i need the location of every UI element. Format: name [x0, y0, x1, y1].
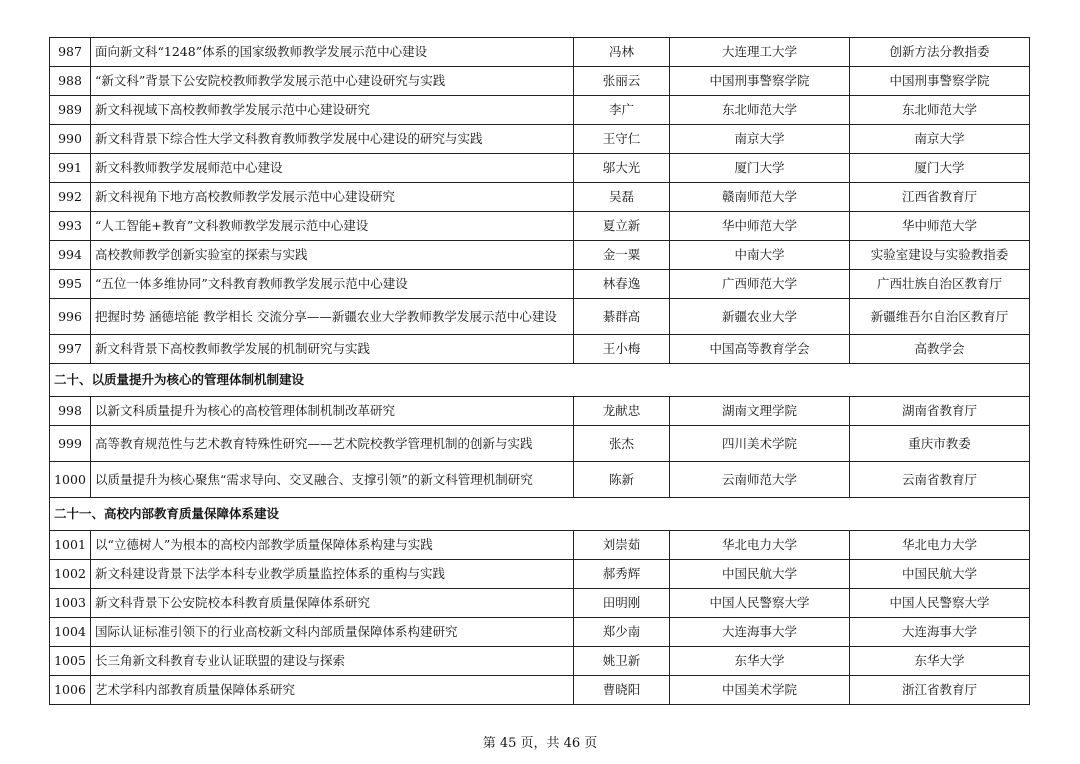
page-footer: 第 45 页，共 46 页 [482, 736, 598, 751]
project-leader: 王小梅 [574, 335, 670, 364]
recommending-unit: 广西壮族自治区教育厅 [850, 270, 1030, 299]
host-institution: 厦门大学 [670, 154, 850, 183]
host-institution: 大连理工大学 [670, 38, 850, 67]
project-title: 把握时势 涵德培能 教学相长 交流分享——新疆农业大学教师教学发展示范中心建设 [91, 299, 574, 335]
host-institution: 广西师范大学 [670, 270, 850, 299]
project-number: 994 [50, 241, 91, 270]
host-institution: 中国美术学院 [670, 676, 850, 705]
table-row [50, 212, 1030, 241]
recommending-unit: 湖南省教育厅 [850, 397, 1030, 426]
recommending-unit: 实验室建设与实验教指委 [850, 241, 1030, 270]
project-leader: 冯林 [574, 38, 670, 67]
recommending-unit: 华中师范大学 [850, 212, 1030, 241]
project-title: 新文科视角下地方高校教师教学发展示范中心建设研究 [91, 183, 574, 212]
table-row [50, 618, 1030, 647]
table-row [50, 676, 1030, 705]
project-leader: 张杰 [574, 426, 670, 462]
project-leader: 郑少南 [574, 618, 670, 647]
recommending-unit: 创新方法分教指委 [850, 38, 1030, 67]
project-title: 新文科背景下高校教师教学发展的机制研究与实践 [91, 335, 574, 364]
project-number: 999 [50, 426, 91, 462]
host-institution: 赣南师范大学 [670, 183, 850, 212]
project-table-body [50, 38, 1030, 705]
table-row [50, 462, 1030, 498]
host-institution: 云南师范大学 [670, 462, 850, 498]
project-number: 989 [50, 96, 91, 125]
host-institution: 大连海事大学 [670, 618, 850, 647]
project-number: 1005 [50, 647, 91, 676]
section-header-row [50, 498, 1030, 531]
project-number: 1002 [50, 560, 91, 589]
project-title: “五位一体多维协同”文科教育教师教学发展示范中心建设 [91, 270, 574, 299]
table-row [50, 531, 1030, 560]
recommending-unit: 云南省教育厅 [850, 462, 1030, 498]
recommending-unit: 厦门大学 [850, 154, 1030, 183]
project-number: 1000 [50, 462, 91, 498]
project-table [49, 37, 1030, 705]
project-number: 997 [50, 335, 91, 364]
host-institution: 中国人民警察大学 [670, 589, 850, 618]
table-row [50, 38, 1030, 67]
project-title: “人工智能+教育”文科教师教学发展示范中心建设 [91, 212, 574, 241]
project-number: 993 [50, 212, 91, 241]
host-institution: 东北师范大学 [670, 96, 850, 125]
host-institution: 南京大学 [670, 125, 850, 154]
recommending-unit: 新疆维吾尔自治区教育厅 [850, 299, 1030, 335]
table-row [50, 397, 1030, 426]
recommending-unit: 东华大学 [850, 647, 1030, 676]
project-leader: 曹晓阳 [574, 676, 670, 705]
host-institution: 中南大学 [670, 241, 850, 270]
recommending-unit: 重庆市教委 [850, 426, 1030, 462]
project-leader: 綦群高 [574, 299, 670, 335]
project-leader: 田明刚 [574, 589, 670, 618]
recommending-unit: 大连海事大学 [850, 618, 1030, 647]
project-title: 长三角新文科教育专业认证联盟的建设与探索 [91, 647, 574, 676]
table-row [50, 335, 1030, 364]
project-title: 高校教师教学创新实验室的探索与实践 [91, 241, 574, 270]
project-title: 以“立德树人”为根本的高校内部教学质量保障体系构建与实践 [91, 531, 574, 560]
host-institution: 东华大学 [670, 647, 850, 676]
recommending-unit: 中国刑事警察学院 [850, 67, 1030, 96]
recommending-unit: 华北电力大学 [850, 531, 1030, 560]
table-row [50, 125, 1030, 154]
table-row [50, 67, 1030, 96]
project-leader: 金一粟 [574, 241, 670, 270]
table-row [50, 241, 1030, 270]
recommending-unit: 高教学会 [850, 335, 1030, 364]
project-title: 新文科教师教学发展师范中心建设 [91, 154, 574, 183]
project-title: 国际认证标准引领下的行业高校新文科内部质量保障体系构建研究 [91, 618, 574, 647]
table-row [50, 647, 1030, 676]
project-number: 988 [50, 67, 91, 96]
project-title: 新文科背景下公安院校本科教育质量保障体系研究 [91, 589, 574, 618]
table-row [50, 183, 1030, 212]
project-title: 新文科视域下高校教师教学发展示范中心建设研究 [91, 96, 574, 125]
table-row [50, 589, 1030, 618]
project-leader: 王守仁 [574, 125, 670, 154]
project-title: 艺术学科内部教育质量保障体系研究 [91, 676, 574, 705]
recommending-unit: 江西省教育厅 [850, 183, 1030, 212]
project-title: 以新文科质量提升为核心的高校管理体制机制改革研究 [91, 397, 574, 426]
project-number: 1001 [50, 531, 91, 560]
project-title: “新文科”背景下公安院校教师教学发展示范中心建设研究与实践 [91, 67, 574, 96]
host-institution: 华中师范大学 [670, 212, 850, 241]
project-title: 以质量提升为核心聚焦“需求导向、交叉融合、支撑引领”的新文科管理机制研究 [91, 462, 574, 498]
host-institution: 中国刑事警察学院 [670, 67, 850, 96]
table-row [50, 299, 1030, 335]
project-number: 1003 [50, 589, 91, 618]
project-leader: 邬大光 [574, 154, 670, 183]
project-leader: 龙献忠 [574, 397, 670, 426]
project-number: 987 [50, 38, 91, 67]
project-number: 992 [50, 183, 91, 212]
recommending-unit: 东北师范大学 [850, 96, 1030, 125]
table-row [50, 154, 1030, 183]
recommending-unit: 南京大学 [850, 125, 1030, 154]
host-institution: 四川美术学院 [670, 426, 850, 462]
host-institution: 中国民航大学 [670, 560, 850, 589]
table-row [50, 96, 1030, 125]
host-institution: 湖南文理学院 [670, 397, 850, 426]
host-institution: 华北电力大学 [670, 531, 850, 560]
project-number: 991 [50, 154, 91, 183]
project-title: 新文科背景下综合性大学文科教育教师教学发展中心建设的研究与实践 [91, 125, 574, 154]
project-title: 新文科建设背景下法学本科专业教学质量监控体系的重构与实践 [91, 560, 574, 589]
project-title: 高等教育规范性与艺术教育特殊性研究——艺术院校教学管理机制的创新与实践 [91, 426, 574, 462]
project-leader: 李广 [574, 96, 670, 125]
project-number: 998 [50, 397, 91, 426]
recommending-unit: 中国人民警察大学 [850, 589, 1030, 618]
host-institution: 中国高等教育学会 [670, 335, 850, 364]
recommending-unit: 浙江省教育厅 [850, 676, 1030, 705]
section-header-row [50, 364, 1030, 397]
table-row [50, 560, 1030, 589]
project-number: 1004 [50, 618, 91, 647]
project-leader: 林春逸 [574, 270, 670, 299]
project-number: 996 [50, 299, 91, 335]
project-leader: 姚卫新 [574, 647, 670, 676]
project-number: 1006 [50, 676, 91, 705]
project-title: 面向新文科“1248”体系的国家级教师教学发展示范中心建设 [91, 38, 574, 67]
project-leader: 陈新 [574, 462, 670, 498]
project-leader: 刘崇茹 [574, 531, 670, 560]
host-institution: 新疆农业大学 [670, 299, 850, 335]
table-row [50, 270, 1030, 299]
recommending-unit: 中国民航大学 [850, 560, 1030, 589]
section-title: 二十一、高校内部教育质量保障体系建设 [50, 498, 1030, 531]
section-title: 二十、以质量提升为核心的管理体制机制建设 [50, 364, 1030, 397]
project-leader: 张丽云 [574, 67, 670, 96]
project-leader: 夏立新 [574, 212, 670, 241]
project-number: 995 [50, 270, 91, 299]
table-row [50, 426, 1030, 462]
project-leader: 吴磊 [574, 183, 670, 212]
project-leader: 郝秀辉 [574, 560, 670, 589]
project-number: 990 [50, 125, 91, 154]
